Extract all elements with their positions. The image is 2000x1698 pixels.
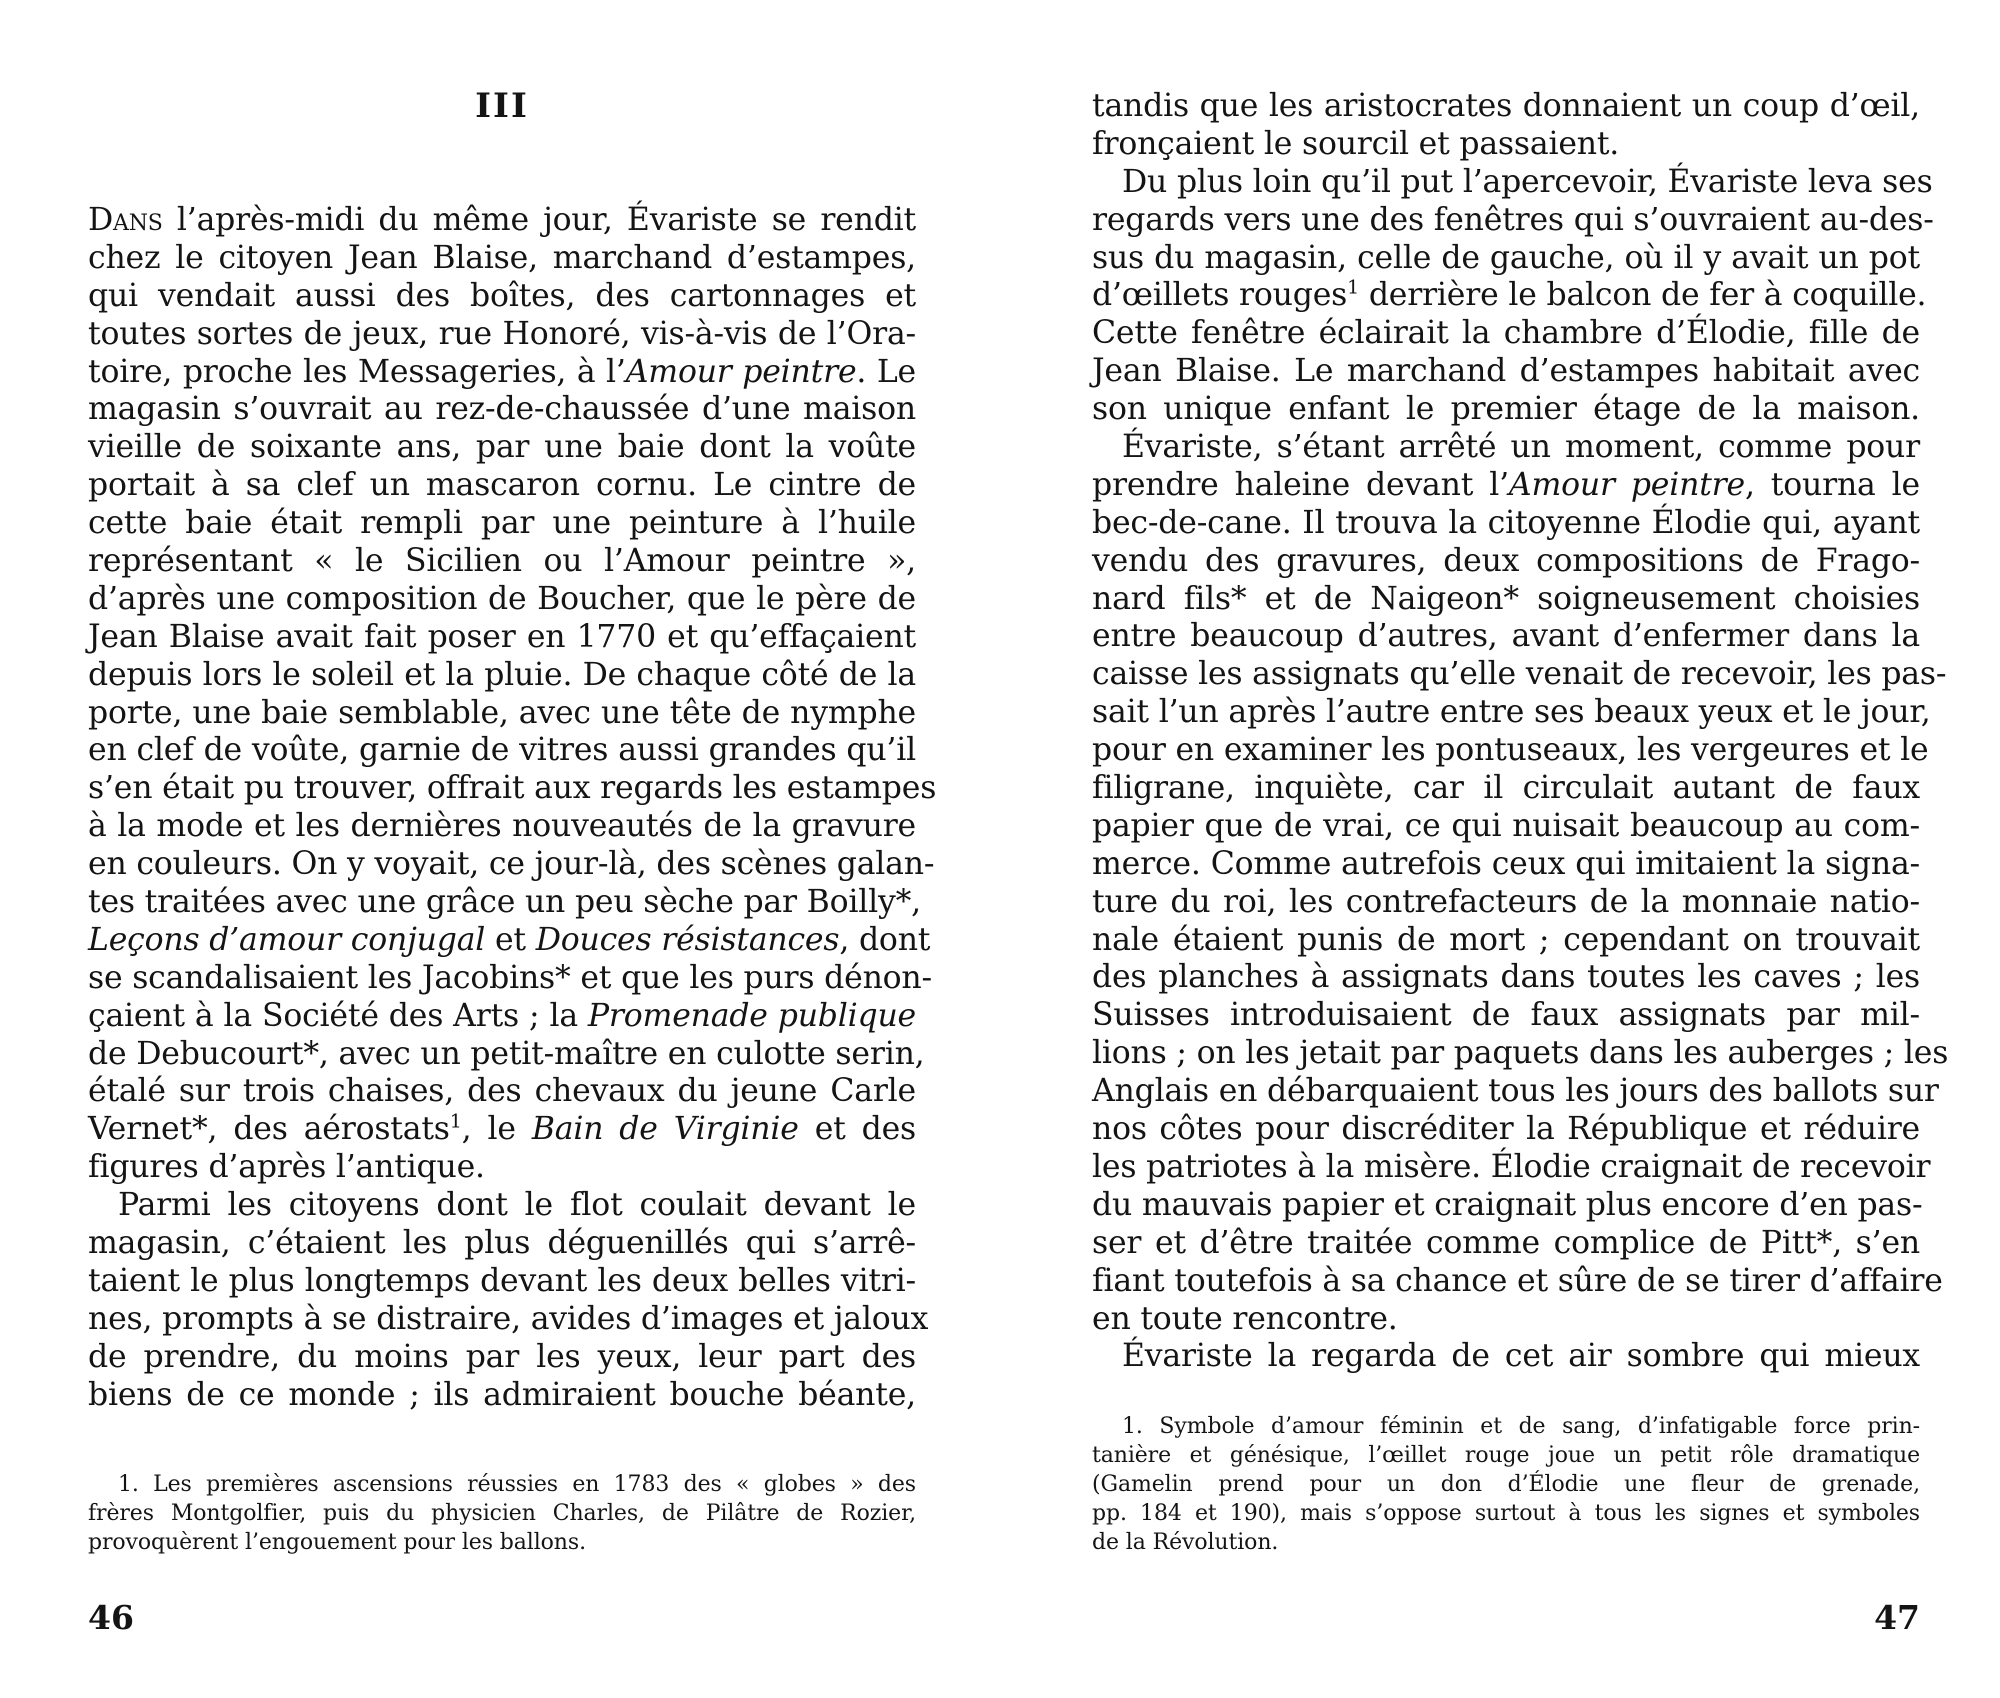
text-line: caisse les assignats qu’elle venait de recevoir, les pas- [1092, 656, 1947, 693]
text-line: entre beaucoup d’autres, avant d’enfermer dans la [1092, 618, 1920, 655]
right-footnote [1092, 1412, 1920, 1557]
right-body-text [1092, 88, 1949, 1376]
text-line: biens de ce monde ; ils admiraient bouche béante, [88, 1376, 916, 1413]
text-line: merce. Comme autrefois ceux qui imitaient la signa- [1092, 845, 1920, 882]
text-line: étalé sur trois chaises, des chevaux du jeune Carle [88, 1073, 916, 1110]
text-line: d’après une composition de Boucher, que le père de [88, 580, 916, 617]
text-line: Jean Blaise avait fait poser en 1770 et qu’effaçaient [88, 618, 916, 655]
text-line: vieille de soixante ans, par une baie dont la voûte [88, 429, 916, 466]
text-line: d’œillets rouges$^1$ derrière le balcon de fer à coquille. [1092, 276, 1927, 314]
text-line: en toute rencontre. [1092, 1300, 1398, 1337]
text-line: des planches à assignats dans toutes les caves ; les [1092, 959, 1920, 996]
text-line: çaient à la Société des Arts ; la Promenade publique [88, 997, 916, 1034]
text-line: tandis que les aristocrates donnaient un coup d’œil, [1092, 88, 1920, 124]
text-line: magasin, c’étaient les plus déguenillés qui s’arrê- [88, 1225, 916, 1262]
text-line: Parmi les citoyens dont le flot coulait devant le [118, 1187, 916, 1224]
text-line: du mauvais papier et craignait plus encore d’en pas- [1092, 1186, 1923, 1223]
drop-word: Dans [88, 202, 163, 238]
text-line: sait l’un après l’autre entre ses beaux yeux et le jour, [1092, 694, 1931, 731]
text-line: nard fils* et de Naigeon* soigneusement choisies [1092, 580, 1920, 617]
text-line: qui vendait aussi des boîtes, des cartonnages et [88, 277, 916, 314]
text-line: vendu des gravures, deux compositions de Frago- [1092, 542, 1920, 579]
text-line: se scandalisaient les Jacobins* et que les purs dénon- [88, 959, 932, 996]
text-line: Suisses introduisaient de faux assignats par mil- [1092, 997, 1920, 1034]
text-line: magasin s’ouvrait au rez-de-chaussée d’une maison [88, 391, 916, 428]
footnote-line: frères Montgolfier, puis du physicien Charles, de Pilâtre de Rozier, [88, 1501, 916, 1526]
text-line: nes, prompts à se distraire, avides d’images et jaloux [88, 1300, 929, 1337]
text-line: ture du roi, les contrefacteurs de la monnaie natio- [1092, 883, 1920, 920]
text-line: fronçaient le sourcil et passaient. [1092, 125, 1620, 162]
text-line: les patriotes à la misère. Élodie craignait de recevoir [1092, 1148, 1931, 1185]
text-line: Jean Blaise. Le marchand d’estampes habitait avec [1092, 353, 1920, 390]
footnote-line: tanière et génésique, l’œillet rouge joue un petit rôle dramatique [1092, 1443, 1920, 1468]
text-line: papier que de vrai, ce qui nuisait beaucoup au com- [1092, 807, 1920, 844]
text-line: pour en examiner les pontuseaux, les vergeures et le [1092, 732, 1929, 769]
text-line: de prendre, du moins par les yeux, leur part des [88, 1338, 916, 1375]
text-line: en couleurs. On y voyait, ce jour-là, des scènes galan- [88, 846, 935, 883]
text-line: tes traitées avec une grâce un peu sèche par Boilly*, [88, 884, 921, 921]
text-line: prendre haleine devant l’Amour peintre, tourna le [1092, 466, 1920, 503]
text-line: sus du magasin, celle de gauche, où il y avait un pot [1092, 239, 1920, 276]
text-line: lions ; on les jetait par paquets dans les auberges ; les [1092, 1035, 1949, 1072]
text-line: cette baie était rempli par une peinture à l’huile [88, 505, 916, 542]
text-line: Évariste, s’étant arrêté un moment, comme pour [1122, 429, 1920, 466]
text-line: Leçons d’amour conjugal et Douces résistances, dont [88, 921, 931, 958]
text-line: Cette fenêtre éclairait la chambre d’Élodie, fille de [1092, 315, 1920, 352]
footnote-line: de la Révolution. [1092, 1530, 1279, 1555]
text-line: figures d’après l’antique. [88, 1149, 485, 1186]
page-number-left: 46 [88, 1598, 134, 1637]
text-line: nos côtes pour discréditer la République et réduire [1092, 1111, 1920, 1148]
text-line: Dans l’après-midi du même jour, Évariste se rendit [88, 202, 916, 238]
text-line: Vernet*, des aérostats$^1$, le Bain de Virginie et des [88, 1110, 916, 1148]
text-line: à la mode et les dernières nouveautés de la gravure [88, 808, 916, 845]
text-line: Évariste la regarda de cet air sombre qui mieux [1122, 1338, 1920, 1375]
text-line: bec-de-cane. Il trouva la citoyenne Élodie qui, ayant [1092, 504, 1920, 541]
footnote-line: 1. Les premières ascensions réussies en 1783 des « globes » des [118, 1472, 916, 1497]
text-line: s’en était pu trouver, offrait aux regards les estampes [88, 770, 937, 807]
text-line: filigrane, inquiète, car il circulait autant de faux [1092, 770, 1920, 807]
text-line: toutes sortes de jeux, rue Honoré, vis-à-vis de l’Ora- [88, 315, 916, 352]
text-line: chez le citoyen Jean Blaise, marchand d’estampes, [88, 239, 916, 276]
text-line: portait à sa clef un mascaron cornu. Le cintre de [88, 467, 916, 504]
text-line: fiant toutefois à sa chance et sûre de se tirer d’affaire [1092, 1262, 1943, 1299]
page-number-right: 47 [1874, 1598, 1920, 1637]
text-line: en clef de voûte, garnie de vitres aussi grandes qu’il [88, 732, 916, 769]
left-footnote [88, 1470, 916, 1557]
text-line: regards vers une des fenêtres qui s’ouvraient au-des- [1092, 201, 1934, 238]
right-page [1092, 0, 1949, 1698]
text-line: porte, une baie semblable, avec une tête de nymphe [88, 694, 916, 731]
text-line: ser et d’être traitée comme complice de Pitt*, s’en [1092, 1224, 1920, 1261]
text-line: représentant « le Sicilien ou l’Amour peintre », [88, 543, 916, 580]
text-line: Anglais en débarquaient tous les jours des ballots sur [1092, 1073, 1939, 1110]
text-line: toire, proche les Messageries, à l’Amour peintre. Le [88, 353, 916, 390]
left-body-text [88, 202, 937, 1415]
text-line: depuis lors le soleil et la pluie. De chaque côté de la [88, 656, 916, 693]
left-page [88, 0, 937, 1698]
footnote-line: (Gamelin prend pour un don d’Élodie une fleur de grenade, [1092, 1472, 1920, 1497]
footnote-line: provoquèrent l’engouement pour les ballons. [88, 1530, 586, 1555]
chapter-heading: III [475, 86, 529, 126]
footnote-line: 1. Symbole d’amour féminin et de sang, d’infatigable force prin- [1122, 1414, 1920, 1439]
text-line: Du plus loin qu’il put l’apercevoir, Évariste leva ses [1122, 163, 1933, 200]
text-line: son unique enfant le premier étage de la maison. [1092, 391, 1920, 428]
footnote-line: pp. 184 et 190), mais s’oppose surtout à tous les signes et symboles [1092, 1501, 1920, 1526]
text-line: taient le plus longtemps devant les deux belles vitri- [88, 1262, 916, 1299]
text-line: de Debucourt*, avec un petit-maître en culotte serin, [88, 1035, 925, 1072]
text-line: nale étaient punis de mort ; cependant on trouvait [1092, 921, 1920, 958]
